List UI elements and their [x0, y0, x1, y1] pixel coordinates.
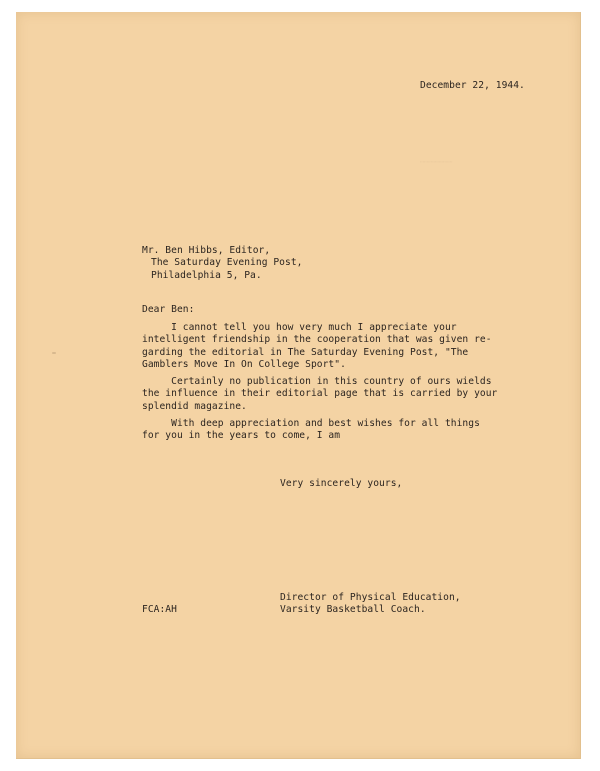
- address-line: Philadelphia 5, Pa.: [151, 269, 262, 281]
- body-paragraph-1: [142, 322, 492, 372]
- paragraph-line: Gamblers Move In On College Sport".: [142, 359, 346, 371]
- complimentary-close: Very sincerely yours,: [280, 478, 403, 489]
- letter-date: December 22, 1944.: [420, 80, 525, 91]
- body-paragraph-3: [142, 418, 480, 443]
- paragraph-line: splendid magazine.: [142, 400, 247, 412]
- salutation: Dear Ben:: [142, 304, 195, 315]
- address-line: Mr. Ben Hibbs, Editor,: [142, 245, 271, 256]
- reference-initials: FCA:AH: [142, 604, 177, 615]
- body-paragraph-2: [142, 376, 497, 413]
- paragraph-line: With deep appreciation and best wishes for all things: [142, 418, 480, 429]
- signature-line: Director of Physical Education,: [280, 592, 461, 603]
- paragraph-line: Certainly no publication in this country of ours wields: [142, 376, 492, 387]
- paragraph-line: for you in the years to come, I am: [142, 430, 341, 442]
- signature-block: [280, 592, 461, 617]
- paragraph-line: the influence in their editorial page that is carried by your: [142, 388, 498, 400]
- paper-mark: [52, 352, 56, 354]
- signature-line: Varsity Basketball Coach.: [280, 604, 426, 616]
- paragraph-line: intelligent friendship in the cooperation that was given re-: [142, 334, 492, 346]
- paragraph-line: I cannot tell you how very much I appreciate your: [142, 322, 457, 333]
- recipient-address: [142, 245, 302, 282]
- address-line: The Saturday Evening Post,: [151, 257, 303, 269]
- bleed-through-mark: ┈┈┈┈┈┈: [420, 158, 453, 168]
- paragraph-line: garding the editorial in The Saturday Evening Post, "The: [142, 346, 469, 358]
- letter-page: [16, 12, 581, 759]
